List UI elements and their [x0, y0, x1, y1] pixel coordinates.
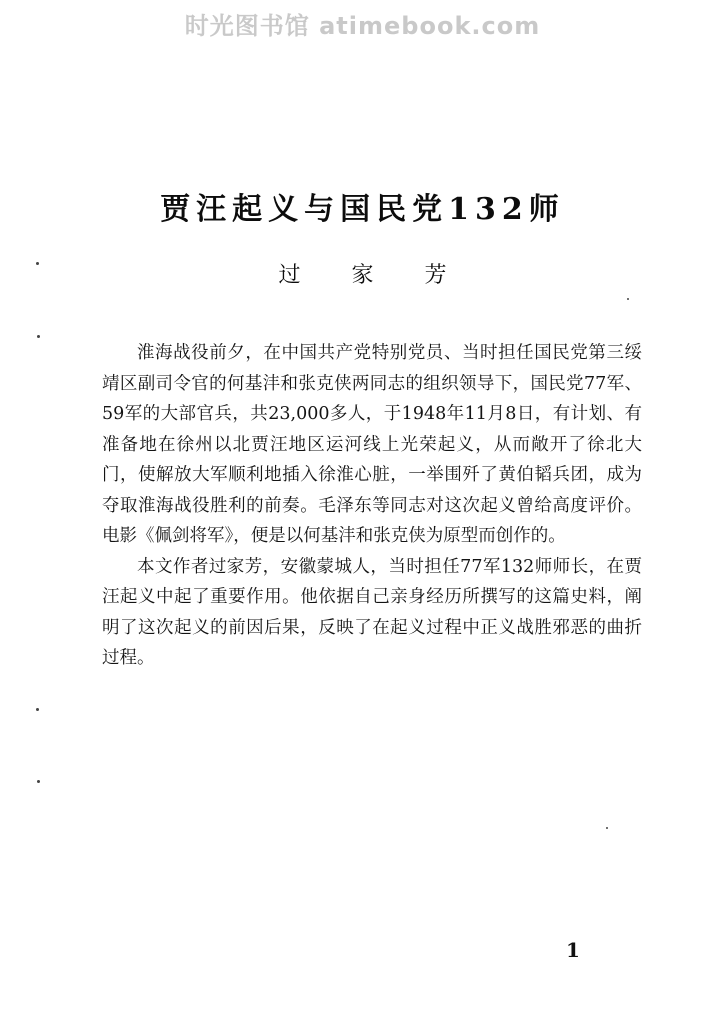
scan-speck: [36, 262, 39, 265]
paragraph-1: 淮海战役前夕，在中国共产党特别党员、当时担任国民党第三绥靖区副司令官的何基沣和张克侠两同志的组织领导下，国民党77军、59军的大部官兵，共23,000多人，于1948年11月8日，有计划、有准备地在徐州以北贾汪地区运河线上光荣起义，从而敞开了徐北大门，使解放大军顺利地插入徐淮心脏，一举围歼了黄伯韬兵团，成为夺取淮海战役胜利的前奏。毛泽东等同志对这次起义曾给高度评价。电影《佩剑将军》，便是以何基沣和张克侠为原型而创作的。: [102, 343, 642, 546]
watermark: 时光图书馆 atimebook.com: [184, 12, 541, 40]
scan-speck: [37, 335, 40, 338]
scan-speck: [627, 298, 629, 300]
article-author: 过 家 芳: [278, 263, 469, 288]
scan-speck: [606, 827, 608, 829]
article-body: [102, 338, 642, 674]
page-number: 1: [566, 938, 580, 962]
paragraph-2: 本文作者过家芳，安徽蒙城人，当时担任77军132师师长，在贾汪起义中起了重要作用。他依据自己亲身经历所撰写的这篇史料，阐明了这次起义的前因后果，反映了在起义过程中正义战胜邪恶的曲折过程。: [102, 556, 642, 668]
scan-speck: [37, 780, 40, 783]
scan-speck: [36, 708, 39, 711]
article-title: 贾汪起义与国民党132师: [160, 192, 565, 227]
